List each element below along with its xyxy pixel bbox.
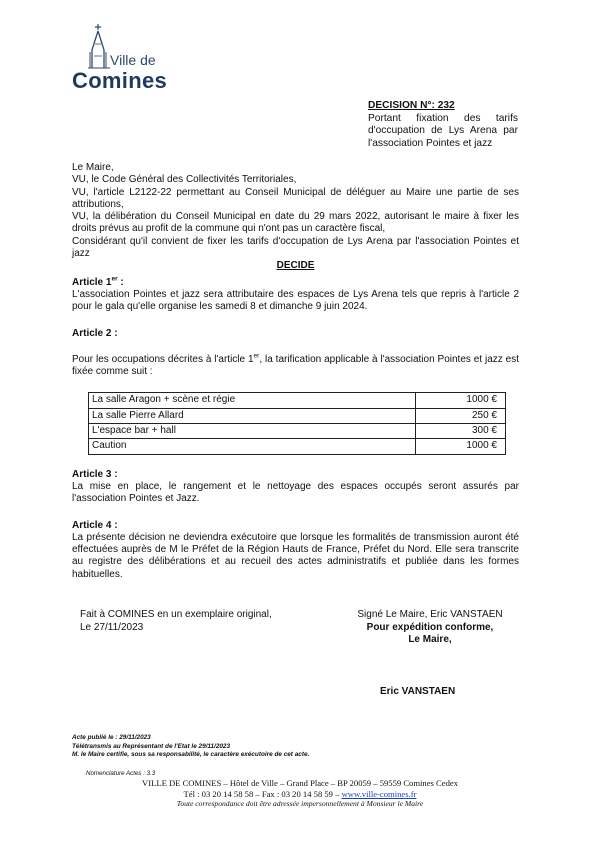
tariff-value: 300 € — [416, 424, 506, 439]
decision-subject: Portant fixation des tarifs d'occupation de Lys Arena par l'association Pointes et jazz — [368, 112, 518, 149]
signature-place: Fait à COMINES en un exemplaire original, — [80, 609, 272, 620]
intro-vu-cgct: VU, le Code Général des Collectivités Territoriales, — [72, 174, 297, 186]
tariff-label: La salle Pierre Allard — [89, 408, 416, 423]
signature-le-maire: Le Maire, — [408, 634, 452, 645]
city-logo — [72, 22, 172, 94]
tariff-label: Caution — [89, 439, 416, 454]
website-link[interactable]: www.ville-comines.fr — [341, 788, 417, 799]
signature-right — [330, 609, 530, 647]
signature-left — [80, 609, 320, 634]
table-row — [89, 408, 506, 423]
table-row — [89, 439, 506, 454]
table-row — [89, 393, 506, 408]
article-1-text: L'association Pointes et jazz sera attributaire des espaces de Lys Arena tels que repris à l'article 2 pour le gala qu'elle organise les samedi 8 et dimanche 9 juin 2024. — [72, 288, 519, 313]
note-certification: M. le Maire certifie, sous sa responsabilité, le caractère exécutoire de cet acte. — [72, 751, 310, 759]
decision-number: DECISION N°: 232 — [368, 100, 455, 111]
table-row — [89, 424, 506, 439]
intro-vu-deliberation: VU, la délibération du Conseil Municipal en date du 29 mars 2022, autorisant le maire à fixer les droits prévus au profit de la commune qui n'ont pas un caractère fiscal, — [72, 211, 519, 235]
article-3-title: Article 3 : — [72, 468, 118, 480]
decide-heading: DECIDE — [276, 260, 315, 272]
article-2-text: Pour les occupations décrites à l'article 1er, la tarification applicable à l'association Pointes et jazz est fixée comme suit : — [72, 352, 520, 378]
intro-considerant: Considérant qu'il convient de fixer les tarifs d'occupation de Lys Arena par l'association Pointes et jazz — [72, 235, 519, 260]
signatory-name: Eric VANSTAEN — [380, 686, 456, 697]
intro-vu-article: VU, l'article L2122-22 permettant au Conseil Municipal de déléguer au Maire une partie de ses attributions, — [72, 186, 519, 210]
note-published: Acte publié le : 29/11/2023 — [72, 734, 151, 741]
article-4-title: Article 4 : — [72, 519, 118, 531]
footer-contact: Tél : 03 20 14 58 58 – Fax : 03 20 14 58 59 – www.ville-comines.fr — [183, 788, 417, 799]
article-2-title: Article 2 : — [72, 327, 118, 339]
article-1-title: Article 1er : — [72, 275, 124, 288]
logo-ville-de: Ville de — [110, 52, 156, 68]
tariff-value: 1000 € — [416, 393, 506, 408]
article-3-text: La mise en place, le rangement et le nettoyage des espaces occupés seront assurés par l'association Pointes et Jazz. — [72, 480, 519, 505]
signature-signed: Signé Le Maire, Eric VANSTAEN — [357, 609, 503, 620]
note-transmitted: Télétransmis au Représentant de l'Etat le 29/11/2023 — [72, 742, 231, 750]
tariff-value: 250 € — [416, 408, 506, 423]
article-4-text: La présente décision ne deviendra exécutoire que lorsque les formalités de transmission auront été effectuées auprès de M le Préfet de la Région Hauts de France, Préfet du Nord. Elle sera transcrite au registre des délibérations et au recueil des actes administratifs et publiée dans les formes habituelles. — [72, 531, 519, 580]
note-nomenclature: Nomenclature Actes : 3.3 — [86, 770, 156, 777]
footer-note: Toute correspondance doit être adressée impersonnellement à Monsieur le Maire — [176, 799, 424, 809]
signature-expedition: Pour expédition conforme, — [366, 621, 494, 633]
logo-comines: Comines — [72, 68, 168, 93]
tariff-table — [88, 392, 506, 454]
publication-notes — [72, 734, 309, 760]
tariff-label: L'espace bar + hall — [89, 424, 416, 439]
tariff-value: 1000 € — [416, 439, 506, 454]
intro-le-maire: Le Maire, — [72, 162, 114, 173]
footer-address: VILLE DE COMINES – Hôtel de Ville – Grand Place – BP 20059 – 59559 Comines Cedex — [142, 778, 458, 788]
decision-body — [72, 162, 519, 581]
tariff-label: La salle Aragon + scène et régie — [89, 393, 416, 408]
signature-date: Le 27/11/2023 — [80, 621, 144, 633]
page-footer — [100, 778, 500, 810]
decision-header — [368, 100, 518, 150]
